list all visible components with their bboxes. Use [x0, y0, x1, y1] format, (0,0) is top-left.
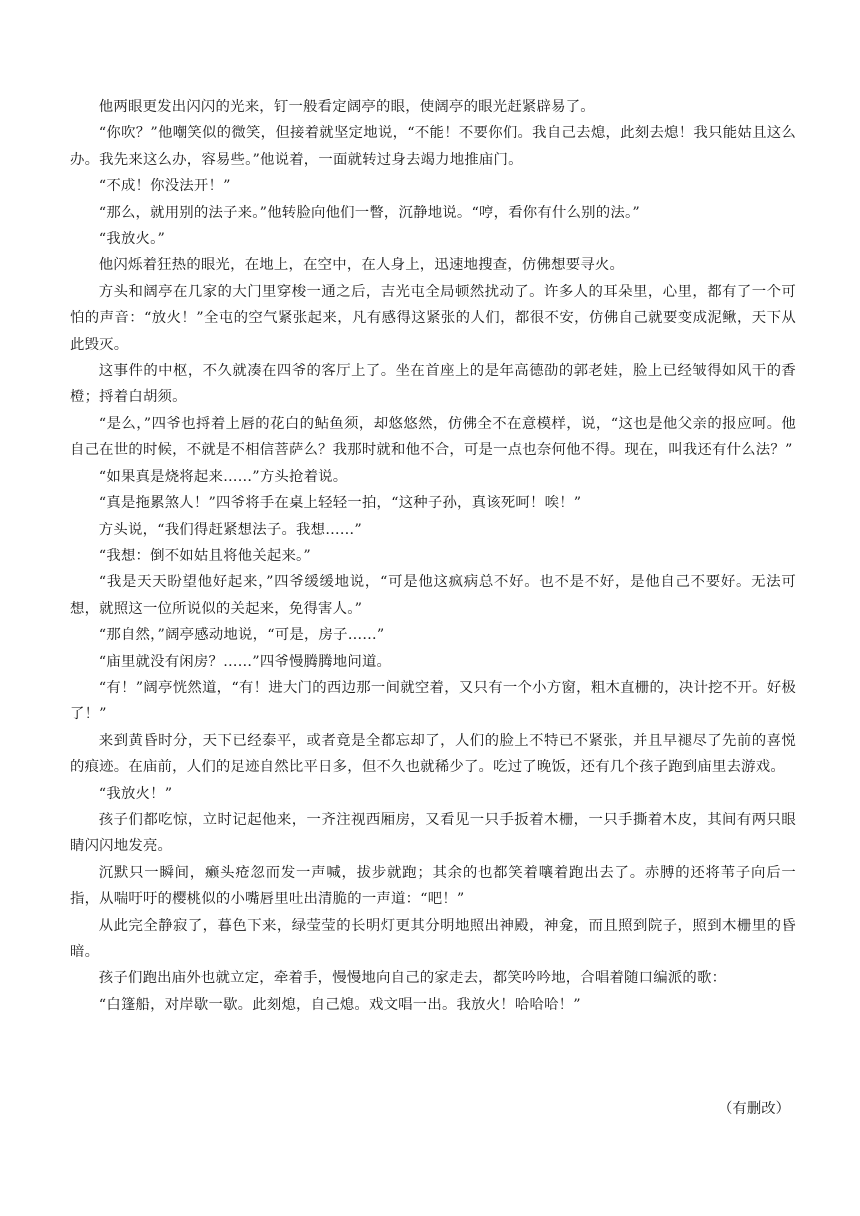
paragraph: 方头和阔亭在几家的大门里穿梭一通之后，吉光屯全局顿然扰动了。许多人的耳朵里，心里，都有了一个可怕的声音：“放火！”全屯的空气紧张起来，凡有感得这紧张的人们，都很不安，仿佛自己就要变成泥鳅，天下从此毁灭。 [70, 283, 796, 353]
paragraph: 他两眼更发出闪闪的光来，钉一般看定阔亭的眼，使阔亭的眼光赶紧辟易了。 [98, 99, 595, 115]
paragraph: “真是拖累煞人！”四爷将手在桌上轻轻一拍，“这种子孙，真该死呵！唉！” [98, 495, 582, 512]
paragraph: “如果真是烧将起来……”方头抢着说。 [98, 468, 348, 485]
paragraph: “那自然，”阔亭感动地说，“可是，房子……” [98, 627, 385, 644]
paragraph: “我放火！” [98, 785, 173, 802]
paragraph: 他闪烁着狂热的眼光，在地上，在空中，在人身上，迅速地搜查，仿佛想要寻火。 [98, 257, 625, 274]
paragraph: “那么，就用别的法子来。”他转脸向他们一瞥，沉静地说。“哼，看你有什么别的法。” [98, 204, 640, 221]
paragraph: 孩子们都吃惊，立时记起他来，一齐注视西厢房，又看见一只手扳着木栅，一只手撕着木皮，其间有两只眼睛闪闪地发亮。 [70, 811, 796, 855]
paragraph: 孩子们跑出庙外也就立定，牵着手，慢慢地向自己的家走去，都笑吟吟地，合唱着随口编派的歌： [98, 970, 727, 987]
paragraph: 这事件的中枢，不久就凑在四爷的客厅上了。坐在首座上的是年高德劭的郭老娃，脸上已经皱得如风干的香橙；捋着白胡须。 [70, 363, 796, 406]
paragraph: “我是天天盼望他好起来，”四爷缓缓地说，“可是他这疯病总不好。也不是不好，是他自己不要好。无法可想，就照这一位所说似的关起来，免得害人。” [70, 574, 796, 617]
paragraph: 来到黄昏时分，天下已经泰平，或者竟是全都忘却了，人们的脸上不特已不紧张，并且早褪尽了先前的喜悦的痕迹。在庙前，人们的足迹自然比平日多，但不久也就稀少了。吃过了晚饭，还有几个孩子跑到庙里去游戏。 [70, 732, 796, 776]
paragraph: “白篷船，对岸歇一歇。此刻熄，自己熄。戏文唱一出。我放火！哈哈哈！” [98, 996, 581, 1013]
paragraph: “有！”阔亭恍然道，“有！进大门的西边那一间就空着，又只有一个小方窗，粗木直栅的，决计挖不开。好极了！” [70, 679, 796, 723]
paragraph: “不成！你没法开！” [98, 178, 231, 195]
story-text [70, 94, 796, 1018]
paragraph: “我想：倒不如姑且将他关起来。” [98, 547, 311, 564]
paragraph: 沉默只一瞬间，癞头疮忽而发一声喊，拔步就跑；其余的也都笑着嚷着跑出去了。赤膊的还将苇子向后一指，从喘吁吁的樱桃似的小嘴唇里吐出清脆的一声道：“吧！” [70, 864, 796, 908]
source-note: （有删改） [718, 1101, 790, 1117]
paragraph: “庙里就没有闲房？……”四爷慢腾腾地问道。 [98, 653, 392, 670]
paragraph: 从此完全静寂了，暮色下来，绿莹莹的长明灯更其分明地照出神殿，神龛，而且照到院子，照到木栅里的昏暗。 [70, 917, 796, 960]
paragraph: “我放火。” [98, 231, 166, 248]
paragraph: 方头说，“我们得赶紧想法子。我想……” [98, 521, 362, 538]
paragraph: “你吹？”他嘲笑似的微笑，但接着就坚定地说，“不能！不要你们。我自己去熄，此刻去熄！我只能姑且这么办。我先来这么办，容易些。”他说着，一面就转过身去竭力地推庙门。 [70, 125, 796, 168]
paragraph: “是么，”四爷也捋着上唇的花白的鲇鱼须，却悠悠然，仿佛全不在意模样，说，“这也是他父亲的报应呵。他自己在世的时候，不就是不相信菩萨么？我那时就和他不合，可是一点也奈何他不得。现在，叫我还有什么法？” [70, 415, 796, 459]
